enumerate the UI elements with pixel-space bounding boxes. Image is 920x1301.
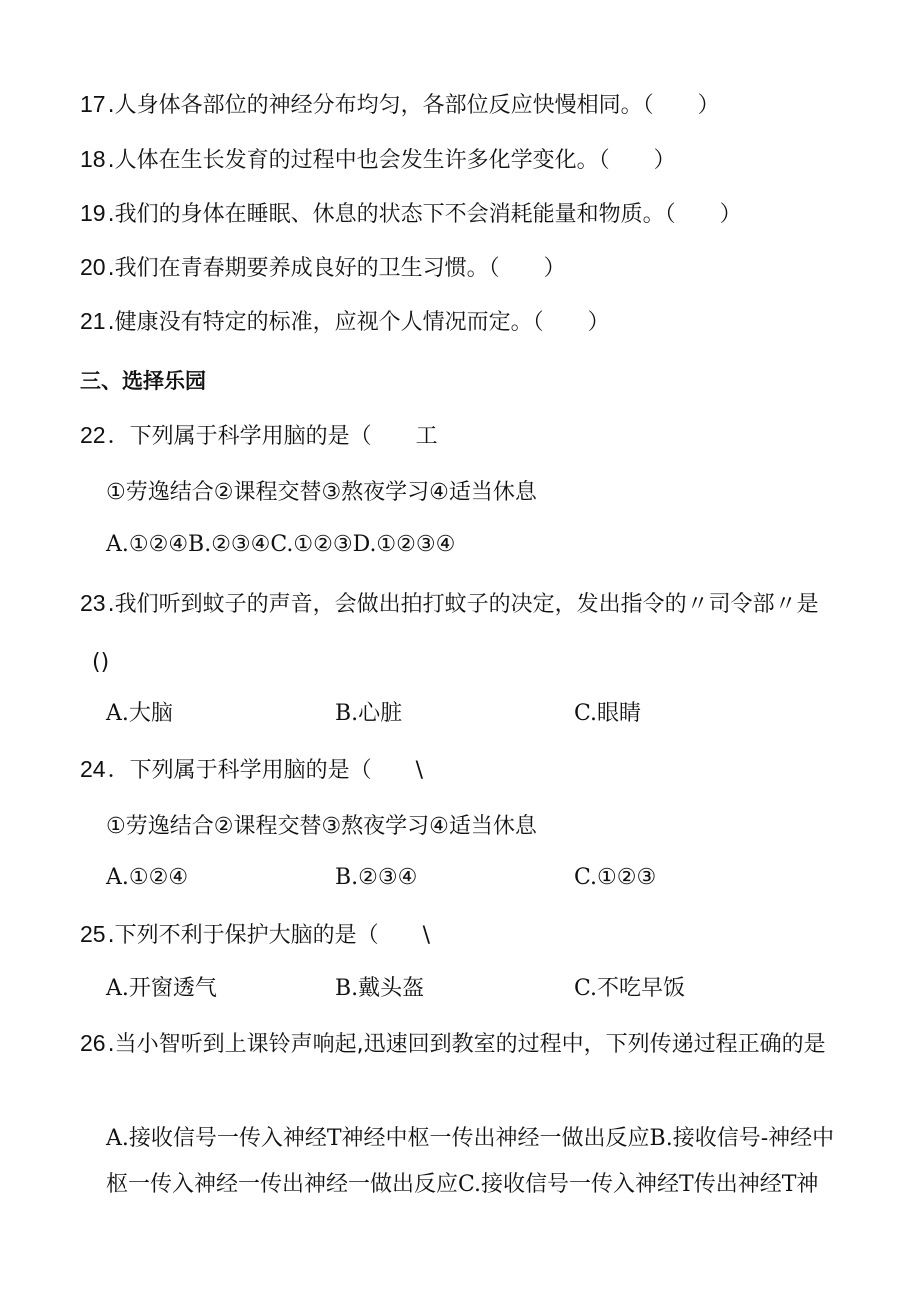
question-24 — [80, 754, 423, 786]
question-25 — [80, 919, 430, 951]
question-number: 17 — [80, 91, 106, 117]
question-text: .健康没有特定的标准，应视个人情况而定。（ ） — [107, 310, 610, 335]
option-a: A.开窗透气 — [106, 976, 217, 1001]
question-text: .下列不利于保护大脑的是（ \ — [107, 923, 431, 948]
question-number: 23 — [80, 590, 106, 616]
question-26 — [80, 1028, 826, 1060]
question-text: .人身体各部位的神经分布均匀，各部位反应快慢相同。（ ） — [107, 93, 720, 118]
question-22 — [80, 420, 438, 452]
question-20 — [80, 252, 566, 284]
option-a: A.大脑 — [106, 701, 173, 726]
question-17 — [80, 89, 720, 121]
option-c: C.①②③ — [574, 865, 657, 890]
question-number: 19 — [80, 200, 106, 226]
option-c: C.眼睛 — [574, 701, 642, 726]
question-26-line-2: 枢一传入神经一传出神经一做出反应C.接收信号一传入神经T传出神经T神 — [106, 1172, 819, 1197]
question-text: .当小智听到上课铃声响起,迅速回到教室的过程中，下列传递过程正确的是 — [107, 1032, 826, 1057]
question-text: ．下列属于科学用脑的是（ \ — [107, 758, 424, 783]
question-number: 22 — [80, 422, 106, 448]
question-text: ．下列属于科学用脑的是（ 工 — [107, 424, 438, 449]
question-number: 26 — [80, 1030, 106, 1056]
question-number: 21 — [80, 308, 106, 334]
question-number: 20 — [80, 254, 106, 280]
section-heading: 三、选择乐园 — [80, 369, 206, 393]
option-c: C.不吃早饭 — [574, 976, 686, 1001]
question-18 — [80, 144, 676, 176]
question-22-options: A.①②④B.②③④C.①②③D.①②③④ — [106, 532, 456, 557]
option-b: B.戴头盔 — [335, 976, 425, 1001]
question-21 — [80, 306, 610, 338]
question-number: 18 — [80, 146, 106, 172]
question-number: 25 — [80, 921, 106, 947]
option-b: B.②③④ — [335, 865, 418, 890]
question-19 — [80, 198, 742, 230]
question-text: .人体在生长发育的过程中也会发生许多化学变化。（ ） — [107, 148, 676, 173]
question-number: 24 — [80, 756, 106, 782]
question-26-line-1: A.接收信号一传入神经T神经中枢一传出神经一做出反应B.接收信号-神经中 — [106, 1126, 835, 1151]
question-24-items: ①劳逸结合②课程交替③熬夜学习④适当休息 — [106, 814, 537, 839]
question-text: .我们在青春期要养成良好的卫生习惯。（ ） — [107, 256, 566, 281]
question-text: .我们听到蚊子的声音，会做出拍打蚊子的决定，发出指令的〃司令部〃是 — [107, 592, 819, 617]
option-b: B.心脏 — [335, 701, 403, 726]
question-23-paren: () — [92, 650, 110, 675]
question-text: .我们的身体在睡眠、休息的状态下不会消耗能量和物质。（ ） — [107, 202, 742, 227]
question-23 — [80, 588, 819, 620]
option-a: A.①②④ — [106, 865, 189, 890]
question-22-items: ①劳逸结合②课程交替③熬夜学习④适当休息 — [106, 480, 537, 505]
